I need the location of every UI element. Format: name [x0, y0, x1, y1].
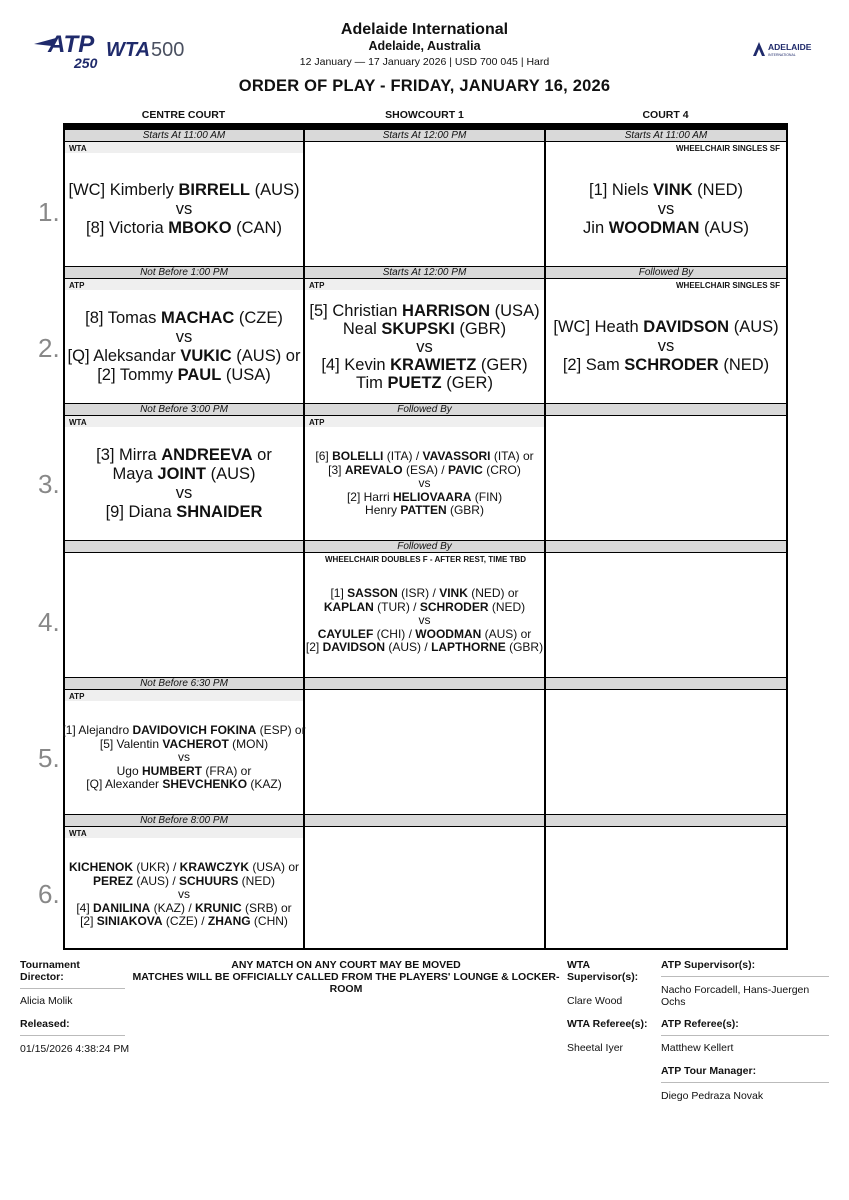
match-line: [301, 450, 548, 464]
match-text: Maya: [112, 465, 158, 483]
match-text: (FRA) or: [202, 763, 252, 778]
player-surname: SASSON: [347, 586, 398, 600]
player-surname: KICHENOK: [68, 860, 133, 874]
match-line: [61, 861, 307, 875]
tour-label: WTA: [69, 829, 87, 838]
match-entry: [301, 587, 548, 655]
start-time-band: Starts At 11:00 AM: [546, 129, 786, 142]
match-text: Tim: [356, 374, 388, 392]
atp-tour-manager-label: ATP Tour Manager:: [661, 1065, 757, 1077]
match-text: (GBR): [505, 640, 544, 655]
start-time-band: Followed By: [546, 266, 786, 279]
match-text: [Q] Aleksandar: [67, 347, 181, 365]
match-text: (AUS) /: [132, 873, 179, 888]
match-text: [2] Harri: [346, 489, 393, 504]
match-text: (GBR): [454, 320, 507, 338]
match-line: [301, 302, 548, 320]
atp-tour-manager-name: Diego Pedraza Novak: [661, 1090, 764, 1102]
wta-supervisor-name: Clare Wood: [567, 995, 623, 1007]
footer-rule: [661, 976, 829, 977]
start-time-band: Not Before 3:00 PM: [65, 403, 303, 416]
match-text: [2]: [80, 914, 97, 929]
atp-supervisor-name: Nacho Forcadell, Hans-Juergen Ochs: [661, 984, 810, 1008]
match-text: (FIN): [471, 489, 503, 504]
match-line: [61, 219, 307, 238]
match-line: [301, 504, 548, 518]
match-text: [9] Diana: [105, 503, 177, 521]
match-line: [61, 724, 307, 738]
match-text: vs: [178, 750, 190, 765]
match-entry: [61, 724, 307, 792]
match-line: [61, 309, 307, 328]
match-text: vs: [175, 484, 193, 502]
match-line: [61, 738, 307, 752]
player-surname: VINK: [653, 181, 693, 199]
match-text: [1]: [330, 586, 348, 600]
player-surname: VUKIC: [180, 347, 232, 365]
match-line: [542, 181, 790, 200]
match-text: (ESP) or: [256, 723, 306, 737]
tour-label-bar: [65, 827, 303, 838]
player-surname: WOODMAN: [608, 219, 700, 237]
tour-label: WHEELCHAIR DOUBLES F - AFTER REST, TIME TBD: [324, 555, 527, 564]
player-surname: BIRRELL: [178, 181, 250, 199]
match-line: [61, 200, 307, 219]
match-text: (SRB) or: [241, 900, 292, 915]
match-line: [301, 614, 548, 628]
match-text: (NED): [692, 181, 744, 199]
tour-label: WHEELCHAIR SINGLES SF: [675, 144, 780, 153]
player-surname: DAVIDSON: [322, 640, 386, 655]
match-text: [2] Sam: [562, 356, 625, 374]
match-text: or: [252, 446, 272, 464]
start-time-band: Starts At 12:00 PM: [305, 266, 544, 279]
released-value: 01/15/2026 4:38:24 PM: [20, 1043, 130, 1055]
match-line: [61, 503, 307, 522]
match-entry: [301, 302, 548, 392]
match-line: [61, 446, 307, 465]
player-surname: HELIOVAARA: [392, 489, 472, 504]
player-surname: JOINT: [157, 465, 207, 483]
footer-rule: [661, 1082, 829, 1083]
player-surname: PEREZ: [92, 873, 133, 888]
match-text: (AUS): [699, 219, 749, 237]
player-surname: KAPLAN: [323, 599, 374, 614]
player-surname: SKUPSKI: [381, 320, 455, 338]
match-entry: [301, 450, 548, 518]
match-line: [301, 356, 548, 374]
tour-label-bar: [65, 142, 303, 153]
match-text: [6]: [315, 449, 333, 463]
match-text: vs: [418, 476, 431, 491]
player-surname: HUMBERT: [142, 763, 202, 778]
match-line: [61, 888, 307, 902]
match-entry: [542, 318, 790, 375]
row-number: 4.: [38, 607, 60, 637]
released-label: Released:: [20, 1018, 70, 1030]
court-heading-showcourt-1: SHOWCOURT 1: [385, 109, 464, 121]
tour-label: ATP: [309, 281, 325, 290]
match-text: [5] Valentin: [99, 736, 163, 751]
player-surname: SCHRODER: [419, 599, 489, 614]
match-line: [61, 181, 307, 200]
match-text: (CHI) /: [373, 626, 416, 641]
row-number: 1.: [38, 197, 60, 227]
match-text: (GBR): [446, 503, 484, 518]
match-text: (ISR) /: [397, 586, 440, 600]
match-line: [61, 915, 307, 929]
tour-label-bar: [65, 690, 303, 701]
wta-500-text: 500: [151, 39, 185, 61]
start-time-band: Followed By: [305, 403, 544, 416]
tour-label: ATP: [69, 281, 85, 290]
match-text: Jin: [583, 219, 609, 237]
tour-label: WHEELCHAIR SINGLES SF: [675, 281, 780, 290]
footer-rule: [661, 1035, 829, 1036]
match-entry: [61, 446, 307, 522]
match-line: [542, 219, 790, 238]
match-text: (NED): [718, 356, 770, 374]
player-surname: DAVIDOVICH FOKINA: [132, 723, 257, 737]
tour-label: WTA: [69, 418, 87, 427]
row-number: 3.: [38, 469, 60, 499]
player-surname: KRAWIETZ: [390, 356, 477, 374]
player-surname: PUETZ: [387, 374, 442, 392]
match-line: [301, 477, 548, 491]
match-text: [Q] Alexander: [86, 777, 163, 792]
match-text: (ESA) /: [402, 462, 448, 477]
match-line: [61, 465, 307, 484]
match-text: vs: [175, 200, 193, 218]
start-time-band: Followed By: [305, 540, 544, 553]
match-text: [2]: [305, 640, 323, 655]
match-text: [8] Victoria: [86, 219, 169, 237]
match-line: [301, 641, 548, 655]
match-text: (GER): [476, 356, 528, 374]
match-line: [542, 356, 790, 375]
player-surname: KRAWCZYK: [179, 860, 249, 874]
match-line: [61, 347, 307, 366]
start-time-band: [305, 677, 544, 690]
footer-rule: [20, 988, 125, 989]
match-text: [5] Christian: [309, 302, 403, 320]
match-text: vs: [657, 337, 675, 355]
match-text: (TUR) /: [373, 599, 420, 614]
match-line: [61, 751, 307, 765]
row-number: 2.: [38, 333, 60, 363]
start-time-band: [65, 540, 303, 553]
player-surname: MACHAC: [160, 309, 235, 327]
match-line: [542, 318, 790, 337]
tour-label-bar: [305, 279, 544, 290]
match-line: [61, 366, 307, 385]
match-text: (AUS): [729, 318, 779, 336]
player-surname: MBOKO: [168, 219, 232, 237]
match-text: (ITA) or: [490, 449, 534, 463]
tour-label: ATP: [69, 692, 85, 701]
match-text: (CZE) /: [162, 914, 208, 929]
player-surname: SHNAIDER: [176, 503, 263, 521]
player-surname: WOODMAN: [415, 626, 482, 641]
match-line: [301, 464, 548, 478]
match-text: (AUS) or: [481, 626, 532, 641]
match-entry: [61, 181, 307, 238]
player-surname: KRUNIC: [195, 900, 242, 915]
tournament-director-name: Alicia Molik: [20, 995, 73, 1007]
atp-referee-name: Matthew Kellert: [661, 1042, 734, 1054]
match-text: [1] Niels: [588, 181, 654, 199]
match-text: (ITA) /: [383, 449, 423, 463]
match-text: [2] Tommy: [97, 366, 178, 384]
tour-label-bar: [65, 416, 303, 427]
player-surname: DAVIDSON: [643, 318, 730, 336]
tour-label-bar: [65, 279, 303, 290]
wta-logo-text: WTA: [106, 39, 151, 61]
match-line: [61, 778, 307, 792]
match-text: [8] Tomas: [85, 309, 161, 327]
match-text: (USA) or: [249, 860, 300, 874]
atp-logo-text: ATP: [48, 31, 95, 58]
row-number: 6.: [38, 879, 60, 909]
adelaide-logo-subtext: INTERNATIONAL: [768, 53, 796, 57]
match-text: Henry: [365, 503, 401, 518]
match-text: Ugo: [116, 763, 142, 778]
match-text: vs: [178, 887, 190, 902]
page-title: ORDER OF PLAY - FRIDAY, JANUARY 16, 2026: [238, 77, 611, 95]
event-meta: 12 January — 17 January 2026 | USD 700 045 | Hard: [299, 56, 550, 68]
match-text: (NED): [238, 873, 276, 888]
match-text: vs: [175, 328, 193, 346]
player-surname: SHEVCHENKO: [162, 777, 248, 792]
player-surname: SCHRODER: [624, 356, 719, 374]
match-text: [3]: [328, 462, 345, 477]
match-line: [301, 338, 548, 356]
notice-called: MATCHES WILL BE OFFICIALLY CALLED FROM THE PLAYERS' LOUNGE & LOCKER-ROOM: [132, 971, 560, 995]
player-surname: ANDREEVA: [161, 446, 253, 464]
start-time-band: Starts At 11:00 AM: [65, 129, 303, 142]
match-text: [1] Alejandro: [62, 723, 133, 737]
match-line: [61, 484, 307, 503]
match-text: (AUS) or: [231, 347, 301, 365]
match-text: [WC] Heath: [553, 318, 644, 336]
tour-label: WTA: [69, 144, 87, 153]
start-time-band: Not Before 6:30 PM: [65, 677, 303, 690]
start-time-band: [546, 540, 786, 553]
player-surname: ZHANG: [207, 914, 251, 929]
start-time-band: Not Before 8:00 PM: [65, 814, 303, 827]
wta-referee-label: WTA Referee(s):: [567, 1018, 648, 1030]
start-time-band: [546, 814, 786, 827]
match-line: [301, 320, 548, 338]
court-heading-centre: CENTRE COURT: [141, 109, 226, 121]
player-surname: DANILINA: [93, 900, 151, 915]
match-text: (CAN): [231, 219, 282, 237]
order-of-play-grid: [38, 123, 788, 950]
footer-rule: [20, 1035, 125, 1036]
player-surname: CAYULEF: [317, 626, 374, 641]
player-surname: AREVALO: [344, 462, 403, 477]
match-entry: [61, 861, 307, 929]
player-surname: PAVIC: [447, 462, 483, 477]
match-text: (KAZ) /: [150, 900, 195, 915]
match-text: vs: [657, 200, 675, 218]
player-surname: SINIAKOVA: [96, 914, 163, 929]
match-text: (CZE): [234, 309, 283, 327]
atp-250-text: 250: [74, 55, 98, 71]
court-heading-court-4: COURT 4: [642, 109, 689, 121]
match-text: [3] Mirra: [96, 446, 162, 464]
player-surname: VINK: [439, 586, 468, 600]
event-title: Adelaide International: [340, 21, 509, 38]
match-line: [61, 902, 307, 916]
match-line: [542, 337, 790, 356]
start-time-band: [546, 403, 786, 416]
match-line: [301, 601, 548, 615]
match-text: (MON): [228, 736, 269, 751]
match-text: (AUS): [206, 465, 256, 483]
match-text: vs: [416, 338, 433, 356]
match-entry: [61, 309, 307, 385]
player-surname: SCHUURS: [179, 873, 239, 888]
match-text: (UKR) /: [133, 860, 180, 874]
event-location: Adelaide, Australia: [368, 39, 481, 53]
match-line: [61, 328, 307, 347]
notice-moved: ANY MATCH ON ANY COURT MAY BE MOVED: [231, 959, 461, 971]
player-surname: PAUL: [177, 366, 222, 384]
match-text: (CHN): [250, 914, 288, 929]
match-text: (AUS) /: [385, 640, 432, 655]
match-text: Neal: [342, 320, 382, 338]
match-text: (AUS): [250, 181, 300, 199]
grid-bottom-rule: [63, 948, 788, 950]
match-line: [301, 628, 548, 642]
match-text: [4]: [76, 900, 93, 915]
adelaide-logo-text: ADELAIDE: [768, 42, 812, 52]
match-text: (NED) or: [467, 586, 519, 600]
match-text: (USA): [221, 366, 271, 384]
tour-label-bar: [305, 416, 544, 427]
match-text: (USA): [490, 302, 540, 320]
match-text: (GER): [441, 374, 493, 392]
player-surname: PATTEN: [400, 503, 447, 518]
row-number: 5.: [38, 743, 60, 773]
match-text: [WC] Kimberly: [68, 181, 179, 199]
match-entry: [542, 181, 790, 238]
start-time-band: Not Before 1:00 PM: [65, 266, 303, 279]
start-time-band: [305, 814, 544, 827]
atp-supervisor-label: ATP Supervisor(s):: [661, 959, 756, 971]
tournament-director-label: Tournament Director:: [20, 959, 80, 983]
player-surname: LAPTHORNE: [431, 640, 506, 655]
match-line: [542, 200, 790, 219]
atp-referee-label: ATP Referee(s):: [661, 1018, 739, 1030]
match-line: [301, 491, 548, 505]
match-text: (CRO): [482, 462, 521, 477]
player-surname: HARRISON: [402, 302, 491, 320]
match-line: [301, 587, 548, 601]
match-line: [301, 374, 548, 392]
player-surname: VAVASSORI: [422, 449, 491, 463]
wta-referee-name: Sheetal Iyer: [567, 1042, 624, 1054]
tour-label: ATP: [309, 418, 325, 427]
match-line: [61, 765, 307, 779]
match-line: [61, 875, 307, 889]
start-time-band: [546, 677, 786, 690]
match-text: [4] Kevin: [321, 356, 391, 374]
match-text: vs: [418, 613, 431, 628]
match-text: (KAZ): [247, 777, 282, 792]
player-surname: BOLELLI: [332, 449, 384, 463]
start-time-band: Starts At 12:00 PM: [305, 129, 544, 142]
match-text: (NED): [488, 599, 526, 614]
wta-supervisor-label: WTA Supervisor(s):: [567, 959, 639, 983]
player-surname: VACHEROT: [162, 736, 229, 751]
